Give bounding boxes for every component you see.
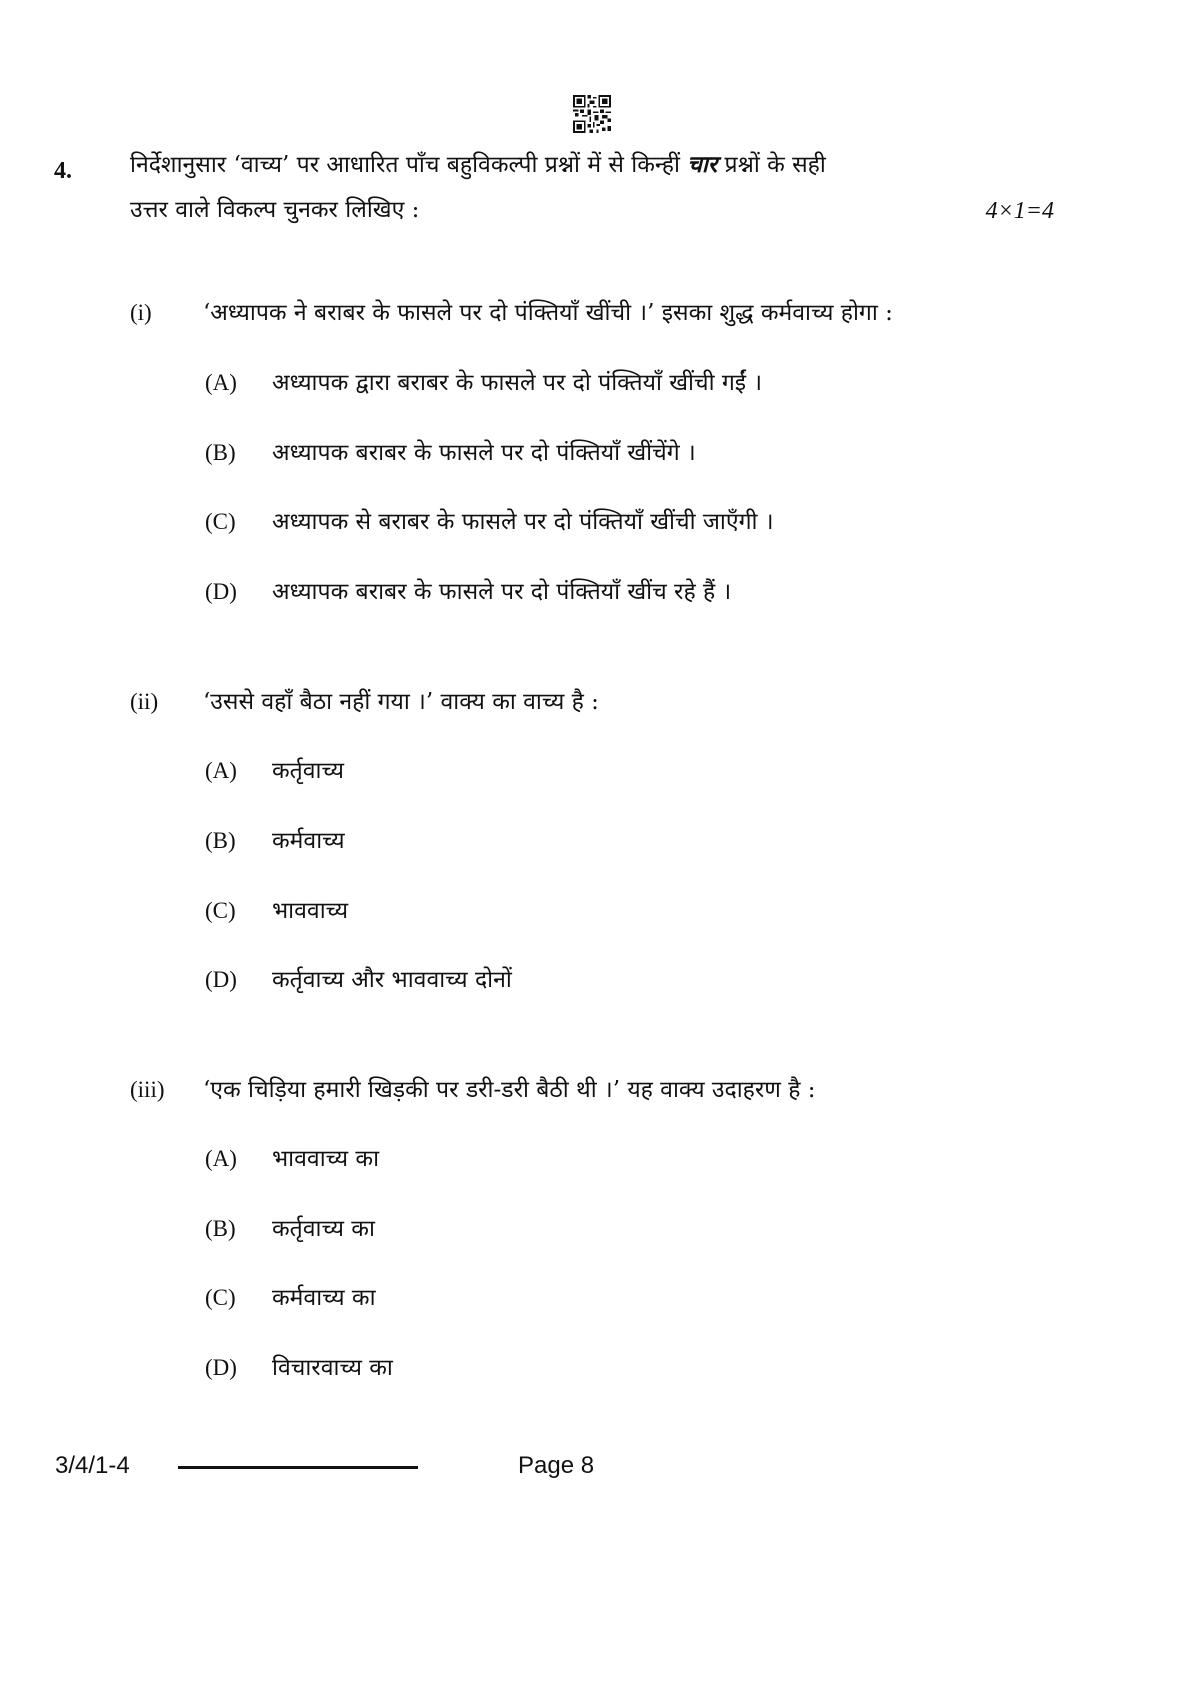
- option-text[interactable]: कर्तृवाच्य का: [272, 1216, 375, 1242]
- option-text[interactable]: अध्यापक बराबर के फासले पर दो पंक्तियाँ खींचेंगे ।: [272, 440, 696, 466]
- option-label: (B): [205, 440, 236, 465]
- option-label: (A): [205, 758, 237, 783]
- option-label: (D): [205, 967, 237, 992]
- question-instruction-line2: उत्तर वाले विकल्प चुनकर लिखिए :: [130, 197, 420, 223]
- page-number: Page 8: [518, 1452, 595, 1479]
- subquestion-text: ‘अध्यापक ने बराबर के फासले पर दो पंक्तियाँ खींची ।’ इसका शुद्ध कर्मवाच्य होगा :: [203, 300, 893, 326]
- instruction-text: प्रश्नों के सही: [717, 152, 826, 178]
- question-instruction-line1: [130, 150, 826, 180]
- subquestion-text: ‘उससे वहाँ बैठा नहीं गया ।’ वाक्य का वाच्य है :: [203, 689, 599, 715]
- qr-code-icon: [573, 95, 611, 133]
- option-text[interactable]: अध्यापक से बराबर के फासले पर दो पंक्तियाँ खींची जाएँगी ।: [272, 509, 774, 535]
- option-label: (C): [205, 898, 236, 923]
- subquestion-label: (iii): [130, 1077, 165, 1102]
- subquestion-text: ‘एक चिड़िया हमारी खिड़की पर डरी-डरी बैठी थी ।’ यह वाक्य उदाहरण है :: [203, 1077, 816, 1103]
- option-text[interactable]: अध्यापक बराबर के फासले पर दो पंक्तियाँ खींच रहे हैं ।: [272, 579, 732, 605]
- option-text[interactable]: कर्तृवाच्य: [272, 758, 344, 784]
- option-label: (C): [205, 509, 236, 534]
- instruction-text: निर्देशानुसार ‘वाच्य’ पर आधारित पाँच बहुविकल्पी प्रश्नों में से किन्हीं: [130, 152, 688, 178]
- option-label: (D): [205, 1355, 237, 1380]
- option-text[interactable]: अध्यापक द्वारा बराबर के फासले पर दो पंक्तियाँ खींची गईं ।: [272, 370, 763, 396]
- option-label: (C): [205, 1285, 236, 1310]
- option-text[interactable]: कर्मवाच्य: [272, 828, 345, 854]
- option-text[interactable]: भाववाच्य: [272, 898, 349, 924]
- option-label: (D): [205, 579, 237, 604]
- subquestion-label: (i): [130, 300, 152, 325]
- option-label: (B): [205, 1216, 236, 1241]
- paper-code: 3/4/1-4: [55, 1452, 130, 1479]
- question-number: 4.: [54, 158, 72, 184]
- option-label: (A): [205, 1146, 237, 1171]
- marks-allocation: 4×1=4: [985, 198, 1054, 224]
- option-text[interactable]: कर्तृवाच्य और भाववाच्य दोनों: [272, 967, 512, 993]
- option-text[interactable]: कर्मवाच्य का: [272, 1285, 376, 1311]
- subquestion-label: (ii): [130, 689, 159, 714]
- option-text[interactable]: भाववाच्य का: [272, 1146, 380, 1172]
- instruction-emphasis: चार: [687, 151, 718, 178]
- footer-divider: [178, 1466, 418, 1469]
- option-text[interactable]: विचारवाच्य का: [272, 1355, 393, 1381]
- option-label: (A): [205, 370, 237, 395]
- option-label: (B): [205, 828, 236, 853]
